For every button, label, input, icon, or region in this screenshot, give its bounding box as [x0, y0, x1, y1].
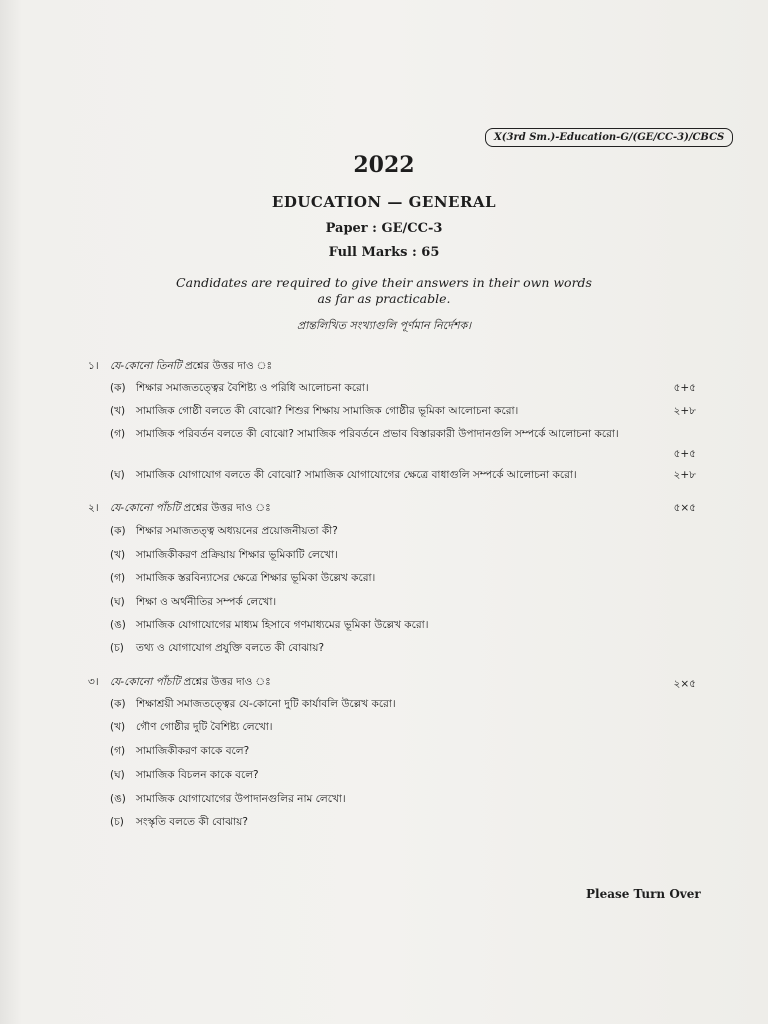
question-item: [110, 595, 276, 612]
instruction-line-1: Candidates are required to give their answers in their own words: [176, 275, 592, 290]
item-text: সামাজিক যোগাযোগের উপাদানগুলির নাম লেখো।: [136, 793, 346, 805]
question-item: [110, 720, 273, 737]
item-text: শিক্ষার সমাজতত্ত্বের বৈশিষ্ট্য ও পরিধি আলোচনা করো।: [136, 382, 369, 394]
question-marks: ৫×৫: [673, 502, 696, 514]
question-3-heading: [88, 675, 271, 692]
question-item: [110, 427, 619, 444]
question-item: [110, 524, 338, 541]
question-item: [110, 744, 249, 761]
question-item: [110, 618, 428, 635]
question-marks: ২×৫: [673, 678, 696, 690]
question-choice: যে-কোনো পাঁচটি: [110, 676, 181, 688]
item-label: (গ): [110, 572, 126, 584]
question-item: [110, 468, 577, 485]
paper-label: Paper : GE/CC-3: [325, 221, 443, 236]
question-instruction: প্রশ্নের উত্তর দাও ঃ: [180, 502, 271, 514]
question-item: [110, 548, 338, 565]
item-text: গৌণ গোষ্ঠীর দুটি বৈশিষ্ট্য লেখো।: [136, 721, 273, 733]
item-text: সামাজিক পরিবর্তন বলতে কী বোঝো? সামাজিক পরিবর্তনে প্রভাব বিস্তারকারী উপাদানগুলি সম্পর্কে আলোচনা করো।: [136, 428, 619, 440]
item-label: (ঘ): [110, 769, 125, 781]
item-label: (খ): [110, 405, 126, 417]
item-label: (গ): [110, 745, 126, 757]
item-marks: ২+৮: [673, 469, 696, 481]
item-text: সামাজিকীকরণ কাকে বলে?: [136, 745, 250, 757]
item-marks: ৫+৫: [673, 448, 696, 460]
item-label: (চ): [110, 816, 124, 828]
item-text: সামাজিক বিচলন কাকে বলে?: [136, 769, 259, 781]
question-item: [110, 404, 518, 421]
instruction-line-2: as far as practicable.: [317, 291, 451, 306]
item-text: সামাজিক স্তরবিন্যাসের ক্ষেত্রে শিক্ষার ভূমিকা উল্লেখ করো।: [136, 572, 376, 584]
item-text: সংস্কৃতি বলতে কী বোঝায়?: [136, 816, 248, 828]
question-2-heading: [88, 501, 271, 518]
exam-year: 2022: [353, 152, 415, 178]
item-marks: ২+৮: [673, 405, 696, 417]
question-item: [110, 792, 346, 809]
subject-title: EDUCATION — GENERAL: [271, 193, 497, 211]
item-label: (গ): [110, 428, 126, 440]
question-number: ২।: [88, 502, 99, 514]
question-number: ৩।: [88, 676, 99, 688]
item-text: তথ্য ও যোগাযোগ প্রযুক্তি বলতে কী বোঝায়?: [136, 642, 325, 654]
question-choice: যে-কোনো পাঁচটি: [110, 502, 181, 514]
question-item: [110, 697, 396, 714]
item-label: (ঙ): [110, 793, 126, 805]
paper-code-box: X(3rd Sm.)-Education-G/(GE/CC-3)/CBCS: [485, 128, 733, 147]
item-text: সামাজিক যোগাযোগের মাধ্যম হিসাবে গণমাধ্যমের ভূমিকা উল্লেখ করো।: [136, 619, 429, 631]
instructions: [0, 275, 768, 307]
item-label: (খ): [110, 721, 126, 733]
item-text: শিক্ষাশ্রয়ী সমাজতত্ত্বের যে-কোনো দুটি কার্যাবলি উল্লেখ করো।: [136, 698, 396, 710]
item-label: (ক): [110, 382, 126, 394]
question-item: [110, 768, 259, 785]
question-number: ১।: [88, 360, 99, 372]
item-text: শিক্ষার সমাজতত্ত্ব অধ্যয়নের প্রয়োজনীয়তা কী?: [136, 525, 338, 537]
item-label: (চ): [110, 642, 124, 654]
question-instruction: প্রশ্নের উত্তর দাও ঃ: [181, 360, 273, 372]
item-label: (ঙ): [110, 619, 126, 631]
question-item: [110, 381, 369, 398]
question-item: [110, 815, 248, 832]
item-text: সামাজিক গোষ্ঠী বলতে কী বোঝো? শিশুর শিক্ষায় সামাজিক গোষ্ঠীর ভূমিকা আলোচনা করো।: [136, 405, 519, 417]
item-label: (ক): [110, 525, 126, 537]
item-text: শিক্ষা ও অর্থনীতির সম্পর্ক লেখো।: [136, 596, 277, 608]
item-label: (ঘ): [110, 469, 125, 481]
item-text: সামাজিক যোগাযোগ বলতে কী বোঝো? সামাজিক যোগাযোগের ক্ষেত্রে বাধাগুলি সম্পর্কে আলোচনা করো।: [136, 469, 577, 481]
please-turn-over: Please Turn Over: [586, 887, 701, 901]
question-item: [110, 641, 324, 658]
item-label: (ক): [110, 698, 126, 710]
item-label: (ঘ): [110, 596, 125, 608]
full-marks: Full Marks : 65: [328, 245, 440, 260]
item-text: সামাজিকীকরণ প্রক্রিয়ায় শিক্ষার ভূমিকাটি লেখো।: [136, 549, 338, 561]
question-instruction: প্রশ্নের উত্তর দাও ঃ: [180, 676, 271, 688]
question-choice: যে-কোনো তিনটি: [110, 360, 182, 372]
item-label: (খ): [110, 549, 126, 561]
item-marks: ৫+৫: [673, 382, 696, 394]
instruction-bengali: প্রান্তলিখিত সংখ্যাগুলি পূর্ণমান নির্দেশক।: [296, 319, 472, 332]
question-item: [110, 571, 375, 588]
question-1-heading: [88, 359, 272, 376]
